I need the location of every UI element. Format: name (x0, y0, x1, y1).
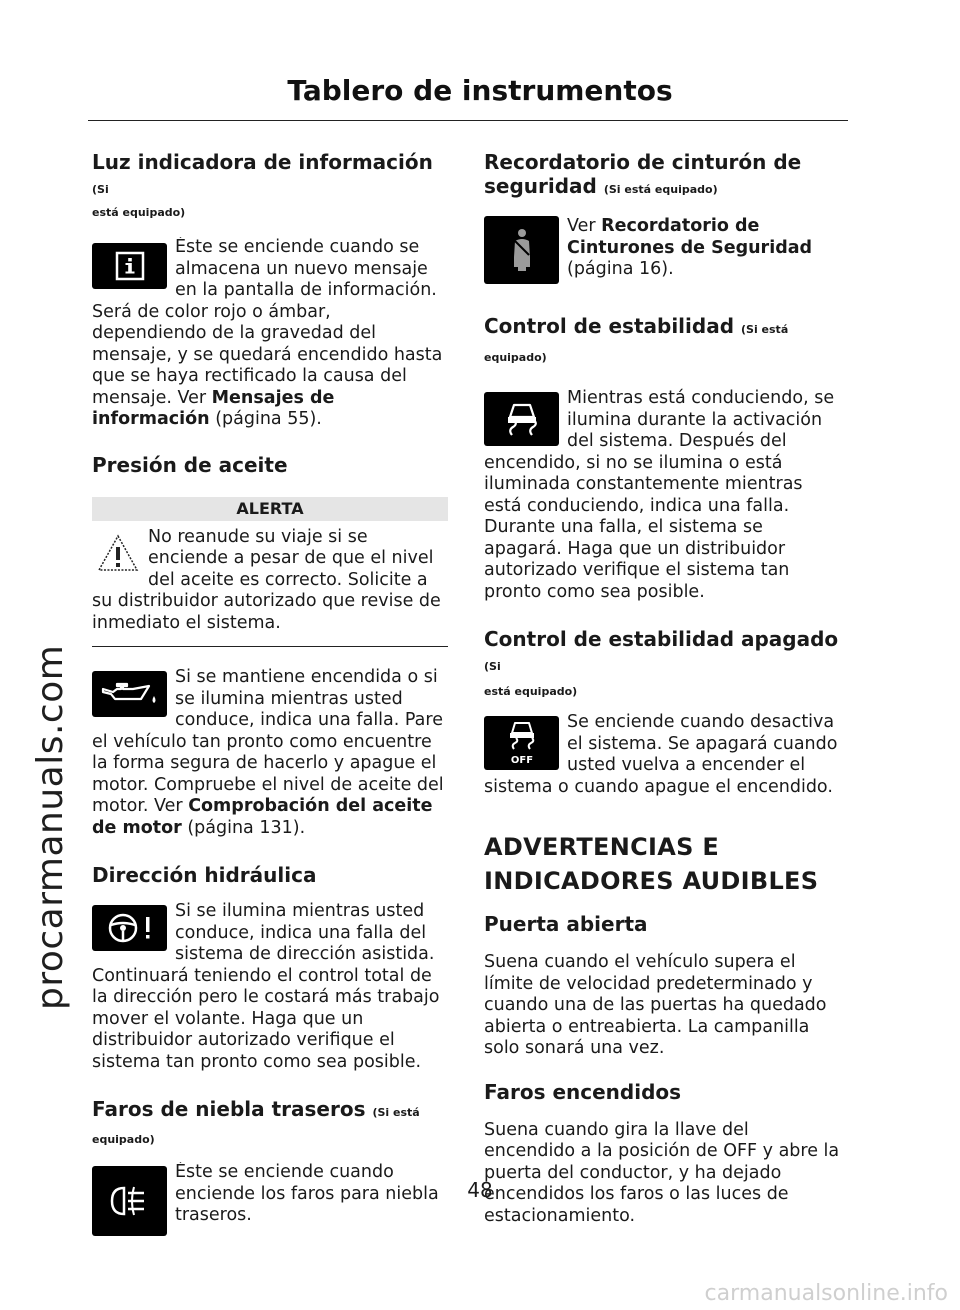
info-page-ref: (página 55). (209, 409, 322, 429)
stability-off-tag-line2: está equipado) (484, 685, 578, 698)
warning-triangle-icon (96, 533, 140, 573)
fog-tag: (Si está (372, 1106, 420, 1119)
oil-can-icon (92, 671, 167, 717)
fog-body: Éste se enciende cuando enciende los faros para niebla traseros. (175, 1162, 439, 1225)
oil-heading: Presión de aceite (92, 452, 288, 477)
section-stability-control (484, 314, 840, 603)
oil-alert-body: No reanude su viaje si se enciende a pesar de que el nivel del aceite es correcto. Solicite a su distribuidor autorizado que revise de inmediato el sistema. (92, 526, 441, 633)
steering-heading: Dirección hidráulica (92, 863, 317, 887)
stability-tag: (Si está equipado) (484, 323, 789, 364)
oil-body: Si se mantiene encendida o si se ilumina mientras usted conduce, indica una falla. Pare el vehículo tan pronto como encuentre la forma segura de hacerlo y apague el motor. Compruebe el nivel de aceite del motor. Ver (92, 667, 444, 816)
section-audible-warnings (484, 830, 840, 898)
stability-body: Mientras está conduciendo, se ilumina durante la activación del sistema. Después del encendido, si no se ilumina o está iluminada constantemente mientras está conduciendo, indica una falla. Durante una falla, el sistema se apagará. Haga que un distribuidor autorizado verifique el sistema tan pronto como sea posible. (484, 388, 835, 602)
door-body: Suena cuando el vehículo supera el límite de velocidad predeterminado y cuando una de las puertas ha quedado abierta o entreabierta. La campanilla solo sonará una vez. (484, 952, 827, 1058)
section-oil-pressure (92, 453, 448, 840)
steering-body: Si se ilumina mientras usted conduce, indica una falla del sistema de dirección asistida. Continuará teniendo el control total de la dirección pero le costará más trabajo mover el volante. Haga que un distribuidor autorizado verifique el sistema tan pronto como sea posible. (92, 901, 440, 1072)
section-info-indicator (92, 150, 448, 431)
audible-heading-line2: INDICADORES AUDIBLES (484, 867, 819, 895)
seatbelt-reference-link[interactable]: Recordatorio de Cinturones de Seguridad (567, 216, 813, 258)
stability-heading: Control de estabilidad (484, 314, 735, 338)
section-door-ajar (484, 912, 840, 1060)
right-column (484, 150, 840, 1227)
info-reference-link[interactable]: Mensajes de información (92, 387, 335, 429)
seatbelt-icon (484, 216, 559, 284)
left-column (92, 150, 448, 1240)
info-body: Éste se enciende cuando se almacena un nuevo mensaje en la pantalla de información. Será de color rojo o ámbar, dependiendo de la gravedad del mensaje, y se quedará encendido hasta que se haya rectificado la causa del mensaje. Ver (92, 237, 443, 408)
seatbelt-page-ref: (página 16). (567, 259, 674, 279)
page-number: 48 (467, 1178, 493, 1202)
steering-wheel-icon (92, 905, 167, 951)
fog-tag-line2: equipado) (92, 1133, 155, 1146)
fog-heading: Faros de niebla traseros (92, 1097, 366, 1121)
info-heading: Luz indicadora de información (92, 150, 433, 174)
alert-end-rule (92, 646, 448, 647)
stability-control-off-icon (484, 716, 559, 770)
oil-page-ref: (página 131). (181, 817, 306, 838)
seatbelt-heading-line2: seguridad (484, 174, 597, 198)
off-label: OFF (510, 755, 533, 766)
stability-off-heading: Control de estabilidad apagado (484, 627, 839, 651)
section-seatbelt (484, 150, 840, 288)
seatbelt-tag: (Si está equipado) (603, 183, 718, 196)
alert-bar: ALERTA (92, 497, 448, 521)
info-icon (92, 243, 167, 289)
audible-heading-line1: ADVERTENCIAS E (484, 833, 720, 861)
seatbelt-heading-line1: Recordatorio de cinturón de (484, 150, 802, 174)
header-divider (88, 120, 848, 121)
stability-control-icon (484, 392, 559, 446)
info-tag: (Si (92, 183, 109, 196)
lamps-heading: Faros encendidos (484, 1079, 682, 1104)
stability-off-body: Se enciende cuando desactiva el sistema. Se apagará cuando usted vuelva a encender el sistema o cuando apague el encendido. (484, 712, 838, 797)
page-title: Tablero de instrumentos (287, 74, 673, 107)
section-lamps-on (484, 1080, 840, 1228)
section-rear-fog (92, 1097, 448, 1240)
section-stability-off (484, 627, 840, 798)
seatbelt-pre: Ver (567, 216, 602, 236)
stability-off-tag: (Si (484, 660, 501, 673)
oil-reference-link[interactable]: Comprobación del aceite de motor (92, 796, 433, 838)
lamps-body: Suena cuando gira la llave del encendido a la posición de OFF y abre la puerta del conductor, y ha dejado encendidos los faros o las luces de estacionamiento. (484, 1119, 840, 1226)
section-power-steering (92, 863, 448, 1073)
door-heading: Puerta abierta (484, 912, 648, 936)
info-tag-line2: está equipado) (92, 206, 186, 219)
side-watermark: procarmanuals.com (30, 644, 71, 1010)
footer-watermark: carmanualsonline.info (704, 1281, 948, 1306)
